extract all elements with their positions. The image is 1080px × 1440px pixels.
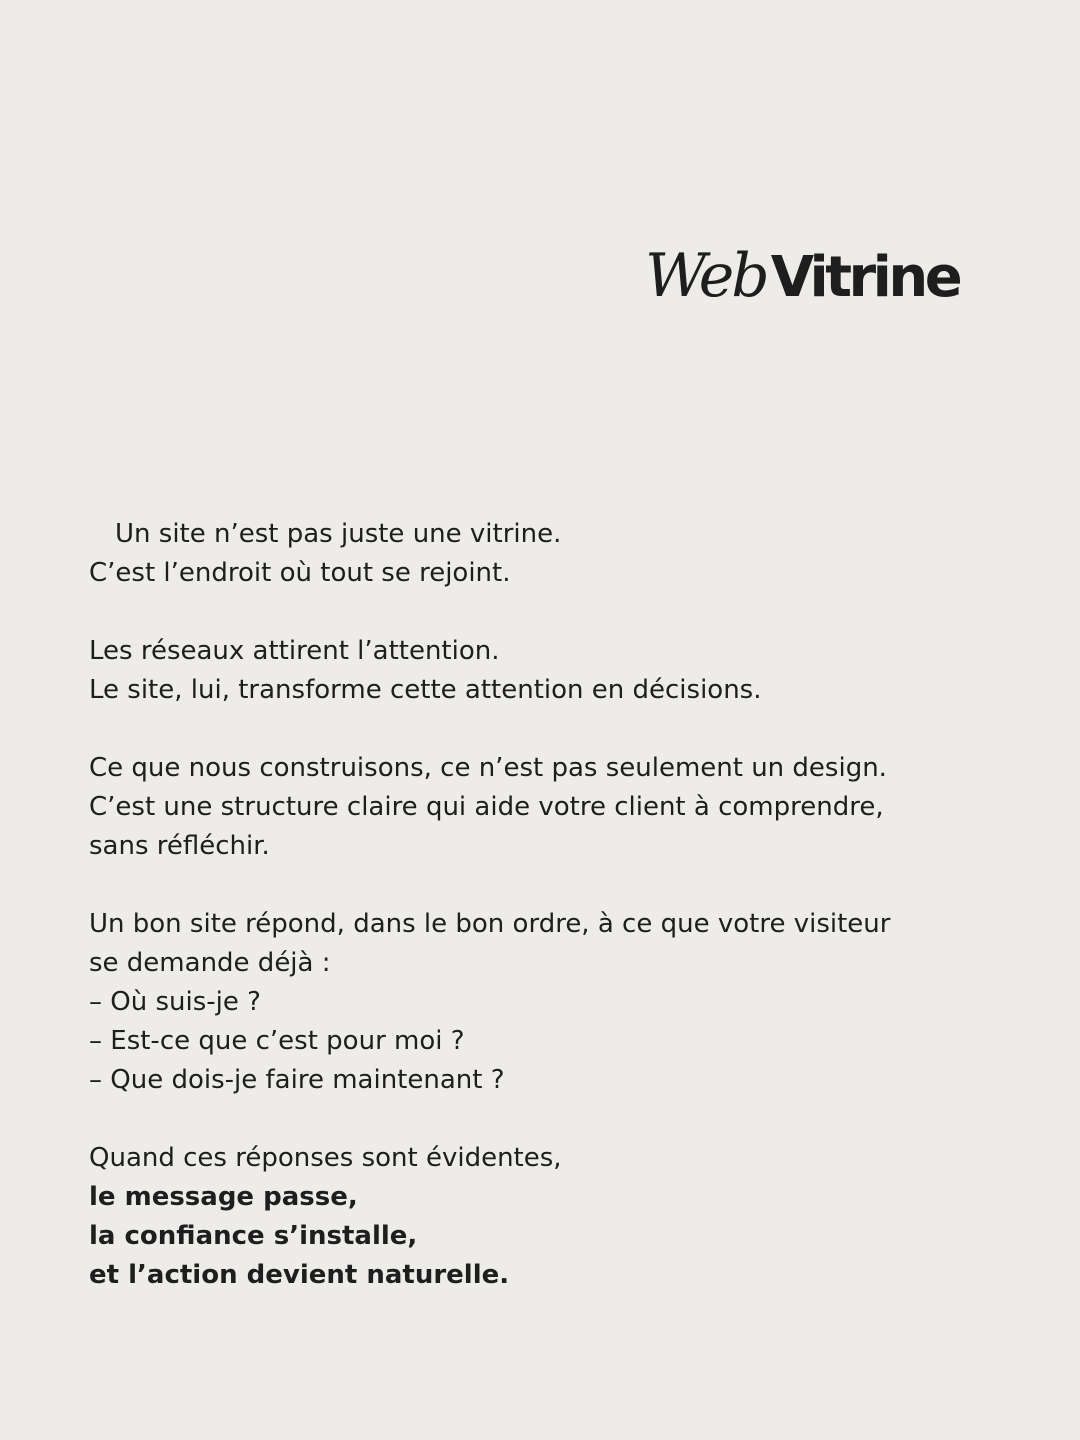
emphasis-line: le message passe, [89, 1182, 358, 1212]
paragraph-gap [89, 866, 989, 905]
text-line: Le site, lui, transforme cette attention en décisions. [89, 675, 762, 705]
body-text [89, 515, 989, 1295]
text-line: Quand ces réponses sont évidentes, [89, 1143, 562, 1173]
emphasis-line: et l’action devient naturelle. [89, 1260, 510, 1290]
question-item: – Où suis-je ? [89, 987, 261, 1017]
logo-web-text: Web [645, 241, 767, 311]
emphasis-line: la confiance s’installe, [89, 1221, 418, 1251]
text-line: Ce que nous construisons, ce n’est pas seulement un design. [89, 753, 887, 783]
paragraph-gap [89, 593, 989, 632]
text-line: Un site n’est pas juste une vitrine. [115, 519, 562, 549]
logo-vitrine-text: Vitrine [770, 245, 960, 310]
text-line: Les réseaux attirent l’attention. [89, 636, 500, 666]
text-line: Un bon site répond, dans le bon ordre, à ce que votre visiteur [89, 909, 891, 939]
paragraph-gap [89, 1100, 989, 1139]
question-item: – Est-ce que c’est pour moi ? [89, 1026, 465, 1056]
question-item: – Que dois-je faire maintenant ? [89, 1065, 505, 1095]
brand-logo [645, 241, 960, 311]
text-line: sans réfléchir. [89, 831, 270, 861]
text-line: C’est l’endroit où tout se rejoint. [89, 558, 511, 588]
text-line: se demande déjà : [89, 948, 331, 978]
paragraph-gap [89, 710, 989, 749]
text-line: C’est une structure claire qui aide votre client à comprendre, [89, 792, 884, 822]
